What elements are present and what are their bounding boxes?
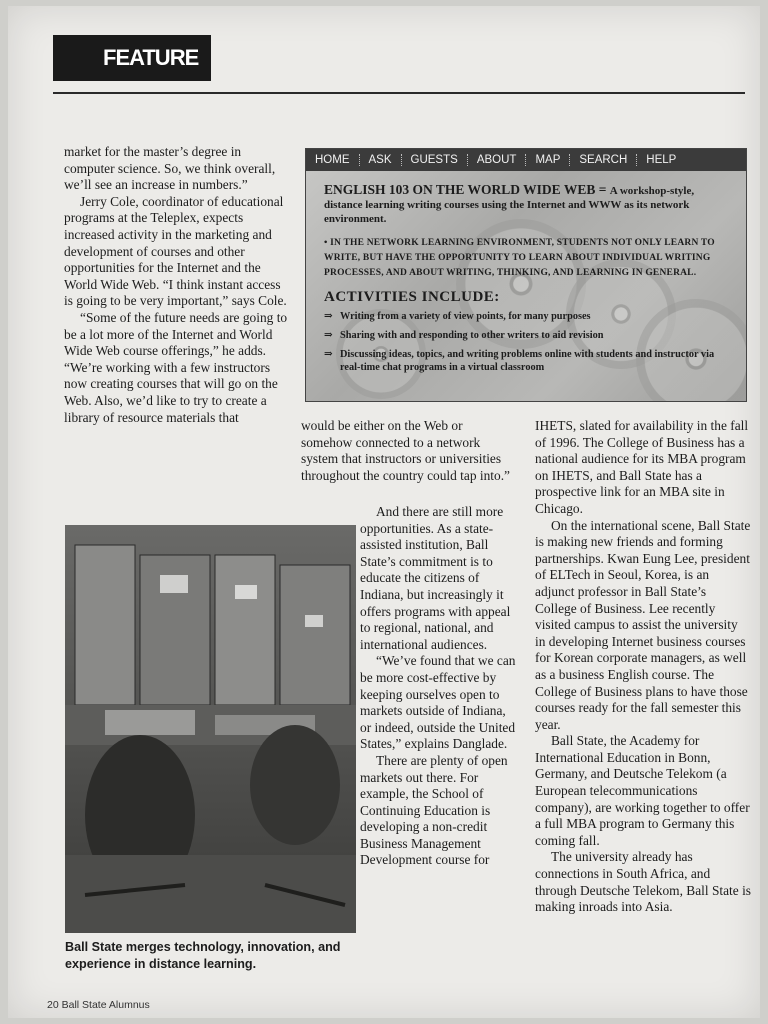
- paragraph: market for the master’s degree in computer science. So, we think overall, we’ll see an increase in numbers.”: [64, 144, 276, 193]
- nav-search[interactable]: SEARCH: [570, 154, 637, 166]
- web-nav-bar: [306, 149, 746, 171]
- list-item: [324, 310, 734, 323]
- web-bullet: [324, 236, 730, 281]
- nav-about[interactable]: ABOUT: [468, 154, 527, 166]
- web-title-rest: A workshop-style, distance learning writing courses using the Internet and WWW as its network environment.: [324, 185, 695, 225]
- list-item-text: Discussing ideas, topics, and writing problems online with students and instructor via real-time chat programs in a virtual classroom: [340, 349, 715, 373]
- nav-ask[interactable]: ASK: [360, 154, 402, 166]
- arrow-icon: ⇒: [324, 330, 333, 341]
- paragraph: “Some of the future needs are going to be a lot more of the Internet and World Wide Web course offerings,” he adds. “We’re working with a few instructors now creating courses that will go on the Web. Also, we’d like to try to create a library of resource materials that: [64, 309, 288, 425]
- photo-control-room: [65, 525, 356, 933]
- section-label-text: FEATURE: [103, 45, 199, 70]
- arrow-icon: ⇒: [324, 349, 333, 360]
- list-item-text: Writing from a variety of view points, for many purposes: [340, 311, 591, 322]
- web-bullet-text: IN THE NETWORK LEARNING ENVIRONMENT, STUDENTS NOT ONLY LEARN TO WRITE, BUT HAVE THE OPPORTUNITY TO LEARN ABOUT INDIVIDUAL WRITING PROCESSES, AND ABOUT WRITING, THINKING, AND LEARNING IN GENERAL.: [324, 238, 715, 278]
- arrow-icon: ⇒: [324, 311, 333, 322]
- nav-guests[interactable]: GUESTS: [402, 154, 468, 166]
- paragraph: “We’ve found that we can be more cost-effective by keeping ourselves open to markets outside of Indiana, or indeed, outside the United States,” explains Danglade.: [360, 653, 516, 752]
- paragraph: would be either on the Web or somehow connected to a network system that instructors or universities throughout the country could tap into.”: [301, 418, 510, 483]
- nav-map[interactable]: MAP: [526, 154, 570, 166]
- header-rule: [53, 92, 745, 94]
- paragraph: The university already has connections in South Africa, and through Deutsche Telekom, Ball State is making inroads into Asia.: [535, 849, 752, 915]
- article-column-2-continued: [360, 504, 520, 869]
- web-title-bold: ENGLISH 103 ON THE WORLD WIDE WEB =: [324, 182, 610, 197]
- photo-illustration: [65, 525, 356, 933]
- paragraph: There are plenty of open markets out there. For example, the School of Continuing Education is developing a non-credit Business Management Development course for: [360, 752, 508, 868]
- photo-caption: Ball State merges technology, innovation, and experience in distance learning.: [65, 940, 341, 971]
- paragraph: And there are still more opportunities. As a state-assisted institution, Ball State’s commitment is to educate the citizens of Indiana, but increasingly it offers programs with appeal to regional, national, and international audiences.: [360, 504, 511, 652]
- nav-home[interactable]: HOME: [306, 154, 360, 166]
- publication-name: Ball State Alumnus: [61, 999, 150, 1011]
- paragraph: IHETS, slated for availability in the fall of 1996. The College of Business has a national audience for its MBA program on IHETS, and Ball State has a prospective link for an MBA site in Chicago.: [535, 418, 749, 516]
- list-item: [324, 348, 734, 374]
- article-column-2: [301, 418, 511, 484]
- paragraph: Ball State, the Academy for International Education in Bonn, Germany, and Deutsche Telekom (a European telecommunications company), are working together to offer a full MBA program to Germany this coming fall.: [535, 733, 750, 848]
- activities-heading: ACTIVITIES INCLUDE:: [324, 289, 500, 305]
- section-label: [53, 35, 211, 81]
- nav-help[interactable]: HELP: [646, 154, 677, 166]
- paragraph: On the international scene, Ball State is making new friends and forming partnerships. Kwan Eung Lee, president of ELTech in Seoul, Korea, is an adjunct professor in Ball State’s College of Business. Lee recently visited campus to assist the university in developing Internet business courses for Korean corporate managers, as well as a business English course. The College of Business plans to have those courses ready for the fall semester this year.: [535, 517, 751, 732]
- web-page-screenshot: [305, 148, 747, 402]
- page-number: 20: [47, 999, 59, 1011]
- paragraph: Jerry Cole, coordinator of educational programs at the Teleplex, expects increased activity in the marketing and development of courses and other opportunities for the Internet and the World Wide Web. “I think instant access is going to be very important,” says Cole.: [64, 193, 287, 309]
- web-title: [324, 183, 730, 226]
- list-item: [324, 329, 734, 342]
- article-column-1: [64, 144, 290, 426]
- activities-list: [324, 310, 734, 374]
- bullet-icon: •: [324, 238, 331, 248]
- magazine-page: [8, 6, 760, 1018]
- page-footer: [47, 999, 150, 1011]
- list-item-text: Sharing with and responding to other writers to aid revision: [340, 330, 604, 341]
- article-column-3: [535, 418, 751, 916]
